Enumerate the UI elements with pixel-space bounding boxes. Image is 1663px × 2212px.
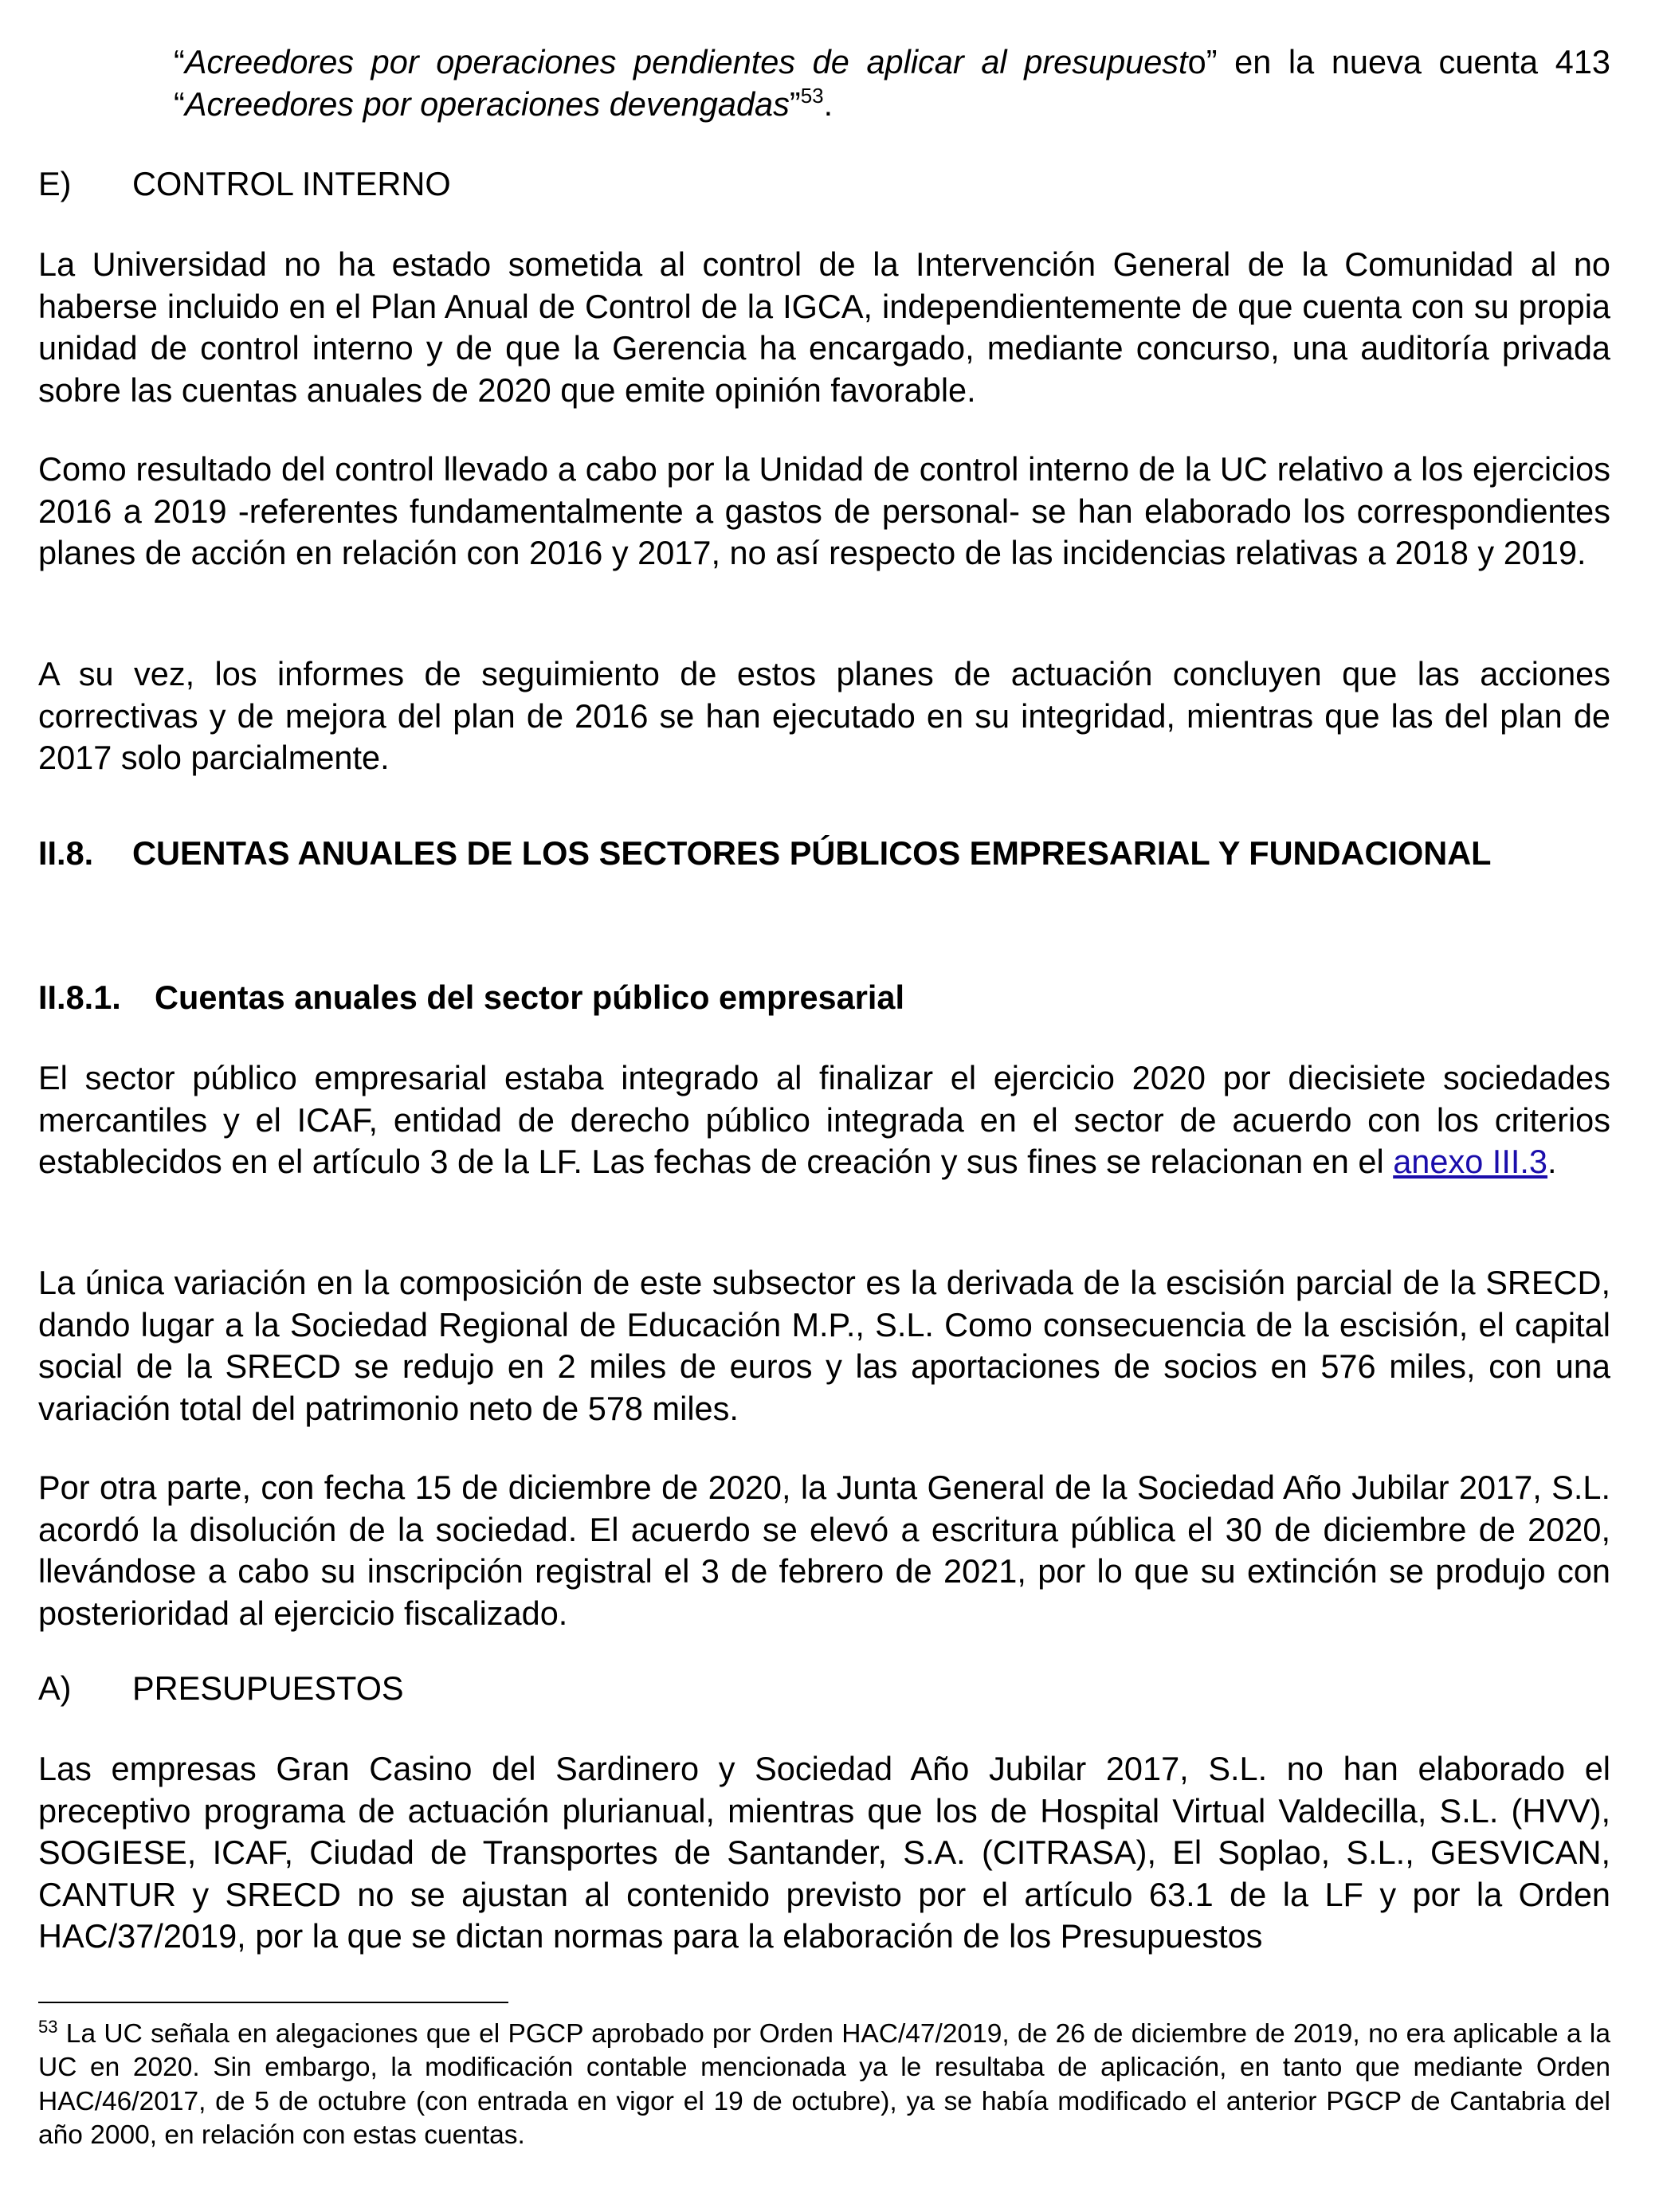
section-ii81-heading: II.8.1. Cuentas anuales del sector público empresarial [38, 979, 905, 1016]
anexo-link[interactable]: anexo III.3 [1393, 1143, 1548, 1180]
paragraph-e-1: La Universidad no ha estado sometida al control de la Intervención General de la Comunidad al no haberse incluido en el Plan Anual de Control de la IGCA, independientemente de que cuenta con su propia unidad de control interno y de que la Gerencia ha encargado, mediante concurso, una auditoría privada sobre las cuentas anuales de 2020 que emite opinión favorable. [38, 245, 1610, 409]
paragraph-disolucion: Por otra parte, con fecha 15 de diciembre de 2020, la Junta General de la Sociedad Año Jubilar 2017, S.L. acordó la disolución de la sociedad. El acuerdo se elevó a escritura pública el 30 de diciembre de 2020, llevándose a cabo su inscripción registral el 3 de febrero de 2021, por lo que su extinción se produjo con posterioridad al ejercicio fiscalizado. [38, 1469, 1610, 1632]
section-a-heading: A) PRESUPUESTOS [38, 1669, 404, 1707]
footnote-ref-53[interactable]: 53 [800, 83, 824, 108]
paragraph-e-2: Como resultado del control llevado a cabo por la Unidad de control interno de la UC relativo a los ejercicios 2016 a 2019 -referentes fundamentalmente a gastos de personal- se han elaborado los correspondientes planes de acción en relación con 2016 y 2017, no así respecto de las incidencias relativas a 2018 y 2019. [38, 450, 1610, 571]
paragraph-e-3: A su vez, los informes de seguimiento de estos planes de actuación concluyen que las acciones correctivas y de mejora del plan de 2016 se han ejecutado en su integridad, mientras que las del plan de 2017 solo parcialmente. [38, 655, 1610, 776]
section-e-heading: E) CONTROL INTERNO [38, 165, 451, 202]
footnote-53: $^{53}$ La UC señala en alegaciones que el PGCP aprobado por Orden HAC/47/2019, de 26 de diciembre de 2019, no era aplicable a la UC en 2020. Sin embargo, la modificación contable mencionada ya le resultaba de aplicación, en tanto que mediante Orden HAC/46/2017, de 5 de octubre (con entrada en vigor el 19 de octubre), ya se había modificado el anterior PGCP de Cantabria del año 2000, en relación con estas cuentas. [38, 2017, 1610, 2150]
section-ii8-heading: II.8. CUENTAS ANUALES DE LOS SECTORES PÚBLICOS EMPRESARIAL Y FUNDACIONAL [38, 834, 1492, 872]
footnote-divider [38, 2002, 508, 2003]
intro-paragraph: “Acreedores por operaciones pendientes de aplicar al presupuesto” en la nueva cuenta 413 “Acreedores por operaciones devengadas”$^{53}$. [174, 43, 1610, 123]
paragraph-escision: La única variación en la composición de este subsector es la derivada de la escisión parcial de la SRECD, dando lugar a la Sociedad Regional de Educación M.P., S.L. Como consecuencia de la escisión, el capital social de la SRECD se redujo en 2 miles de euros y las aportaciones de socios en 576 miles, con una variación total del patrimonio neto de 578 miles. [38, 1264, 1610, 1427]
paragraph-presupuestos: Las empresas Gran Casino del Sardinero y Sociedad Año Jubilar 2017, S.L. no han elaborado el preceptivo programa de actuación plurianual, mientras que los de Hospital Virtual Valdecilla, S.L. (HVV), SOGIESE, ICAF, Ciudad de Transportes de Santander, S.A. (CITRASA), El Soplao, S.L., GESVICAN, CANTUR y SRECD no se ajustan al contenido previsto por el artículo 63.1 de la LF y por la Orden HAC/37/2019, por la que se dictan normas para la elaboración de los Presupuestos [38, 1750, 1610, 1955]
paragraph-sector: El sector público empresarial estaba integrado al finalizar el ejercicio 2020 por diecisiete sociedades mercantiles y el ICAF, entidad de derecho público integrada en el sector de acuerdo con los criterios establecidos en el artículo 3 de la LF. Las fechas de creación y sus fines se relacionan en el anexo III.3. [38, 1059, 1610, 1180]
